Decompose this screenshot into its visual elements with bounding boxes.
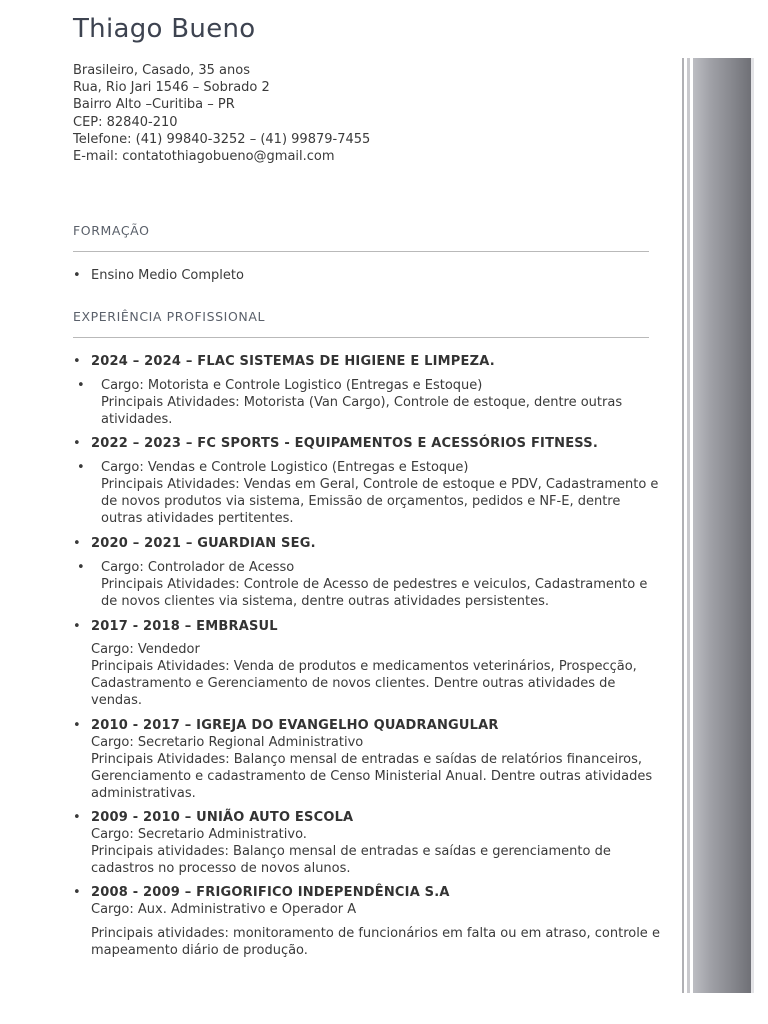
- section-divider: [73, 251, 649, 252]
- contact-phone: Telefone: (41) 99840-3252 – (41) 99879-7455: [73, 131, 371, 147]
- bullet-icon: •: [73, 354, 81, 369]
- section-divider: [73, 337, 649, 338]
- bullet-icon: •: [73, 810, 81, 825]
- experience-entry: [73, 618, 665, 709]
- entry-cargo: Cargo: Vendedor: [91, 642, 200, 657]
- entry-title: 2024 – 2024 – FLAC SISTEMAS DE HIGIENE E LIMPEZA.: [91, 354, 495, 369]
- entry-title: 2017 - 2018 – EMBRASUL: [91, 619, 278, 634]
- entry-atividades: Principais Atividades: Controle de Acesso de pedestres e veiculos, Cadastramento e de novos clientes via sistema, dentre outras atividades persistentes.: [101, 577, 648, 609]
- contact-email: E-mail: contatothiagobueno@gmail.com: [73, 149, 335, 165]
- entry-atividades: Principais Atividades: Vendas em Geral, Controle de estoque e PDV, Cadastramento e de novos produtos via sistema, Emissão de orçamentos, pedidos e NF-E, dentre outras atividades pertitentes.: [101, 477, 659, 526]
- entry-cargo: Cargo: Aux. Administrativo e Operador A: [91, 902, 357, 917]
- entry-title: 2020 – 2021 – GUARDIAN SEG.: [91, 536, 316, 551]
- section-title-experiencia: EXPERIÊNCIA PROFISSIONAL: [73, 309, 266, 324]
- side-decoration-line: [687, 58, 690, 993]
- formacao-item-label: Ensino Medio Completo: [91, 268, 244, 283]
- contact-district: Bairro Alto –Curitiba – PR: [73, 97, 235, 113]
- formacao-list: [73, 267, 665, 284]
- list-item: [73, 267, 665, 284]
- bullet-icon: •: [77, 460, 85, 475]
- side-decoration-edge: [751, 58, 754, 993]
- contact-street: Rua, Rio Jari 1546 – Sobrado 2: [73, 80, 270, 96]
- side-decoration-bar: [693, 58, 751, 993]
- bullet-icon: •: [73, 885, 81, 900]
- contact-cep: CEP: 82840-210: [73, 114, 178, 130]
- entry-cargo: Cargo: Vendas e Controle Logistico (Entregas e Estoque): [101, 460, 469, 475]
- bullet-icon: •: [73, 619, 81, 634]
- experience-entry: [73, 809, 665, 877]
- entry-atividades: Principais atividades: Balanço mensal de entradas e saídas e gerenciamento de cadastros no processo de novos alunos.: [91, 844, 611, 876]
- entry-cargo: Cargo: Motorista e Controle Logistico (Entregas e Estoque): [101, 378, 483, 393]
- entry-title: 2022 – 2023 – FC SPORTS - EQUIPAMENTOS E ACESSÓRIOS FITNESS.: [91, 436, 598, 451]
- entry-cargo: Cargo: Secretario Administrativo.: [91, 827, 307, 842]
- bullet-icon: •: [73, 536, 81, 551]
- bullet-icon: •: [73, 436, 81, 451]
- experience-entry: [73, 884, 665, 959]
- bullet-icon: •: [73, 268, 81, 283]
- experience-entry: [73, 353, 665, 428]
- entry-cargo: Cargo: Secretario Regional Administrativo: [91, 735, 364, 750]
- entry-atividades: Principais Atividades: Motorista (Van Cargo), Controle de estoque, dentre outras atividades.: [101, 395, 623, 427]
- entry-title: 2008 - 2009 – FRIGORIFICO INDEPENDÊNCIA S.A: [91, 885, 450, 900]
- contact-block: [73, 62, 370, 165]
- section-title-formacao: FORMAÇÃO: [73, 223, 150, 238]
- candidate-name: Thiago Bueno: [73, 14, 256, 44]
- entry-cargo: Cargo: Controlador de Acesso: [101, 560, 295, 575]
- contact-personal: Brasileiro, Casado, 35 anos: [73, 63, 250, 78]
- experience-entry: [73, 435, 665, 527]
- bullet-icon: •: [77, 560, 85, 575]
- entry-atividades: Principais Atividades: Venda de produtos e medicamentos veterinários, Prospecção, Cadastramento e Gerenciamento de novos clientes. Dentre outras atividades de vendas.: [91, 659, 637, 708]
- bullet-icon: •: [77, 378, 85, 393]
- experience-entry: [73, 717, 665, 802]
- experience-entry: [73, 535, 665, 610]
- entry-title: 2009 - 2010 – UNIÃO AUTO ESCOLA: [91, 810, 354, 825]
- entry-atividades: Principais atividades: monitoramento de funcionários em falta ou em atraso, controle e mapeamento diário de produção.: [91, 926, 660, 958]
- entry-atividades: Principais Atividades: Balanço mensal de entradas e saídas de relatórios financeiros, Gerenciamento e cadastramento de Censo Ministerial Anual. Dentre outras atividades administrativas.: [91, 752, 653, 801]
- bullet-icon: •: [73, 718, 81, 733]
- entry-title: 2010 - 2017 – IGREJA DO EVANGELHO QUADRANGULAR: [91, 718, 499, 733]
- side-decoration-line: [682, 58, 684, 993]
